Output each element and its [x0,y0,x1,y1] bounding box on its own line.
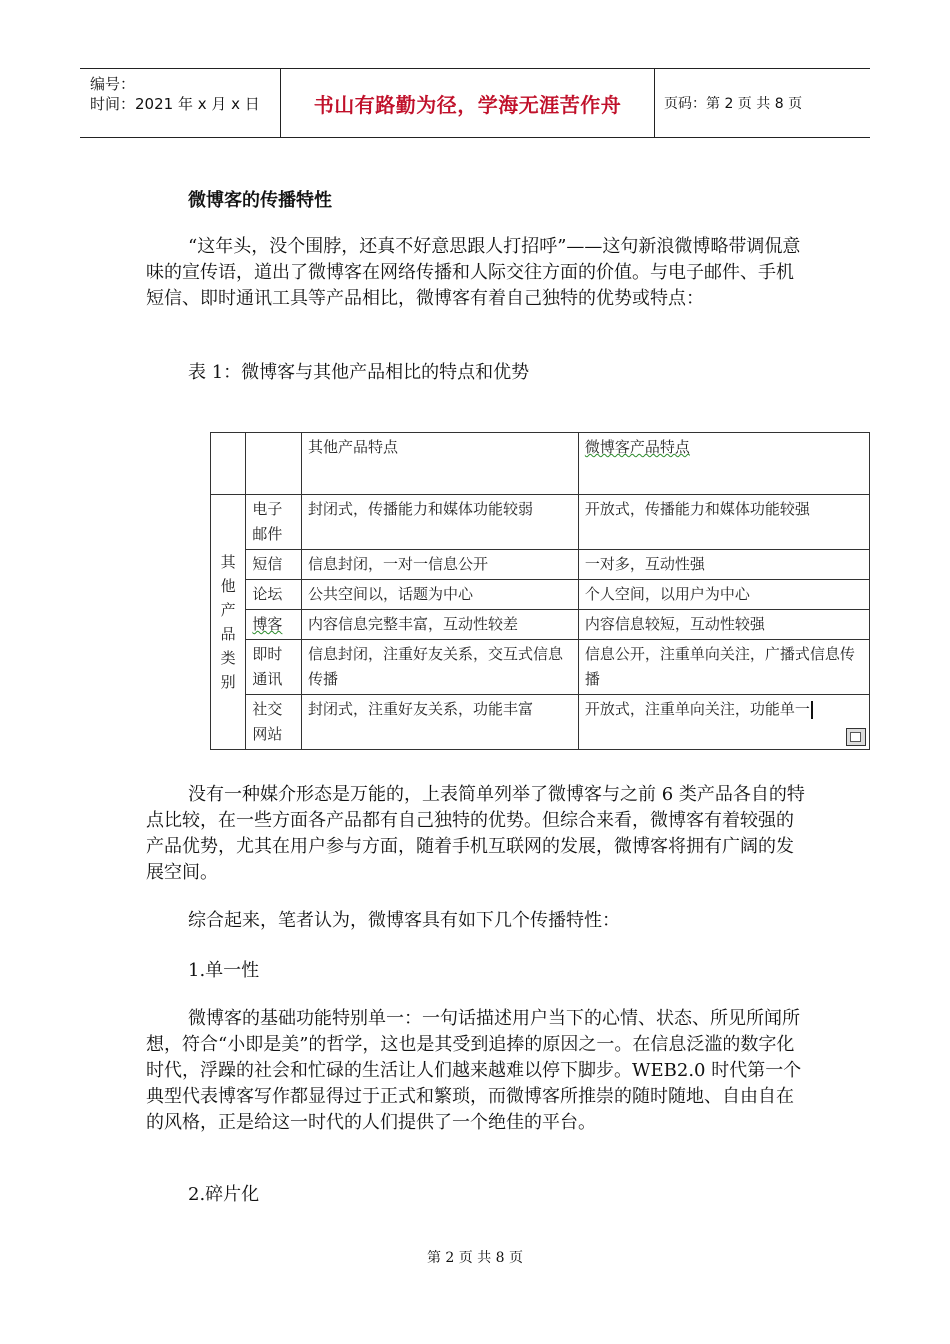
doc-time-label: 时间：2021 年 x 月 x 日 [90,95,260,113]
header-motto-cell [281,69,655,137]
category-char: 他 [220,577,236,595]
comparison-table [210,432,870,750]
row-name-text: 博客 [252,615,283,633]
table-row [211,580,870,610]
page-header [80,68,870,138]
row-other: 信息封闭，一对一信息公开 [301,550,578,580]
category-char: 类 [220,649,236,667]
table-row [211,550,870,580]
text-cursor [811,701,813,719]
row-other: 封闭式，传播能力和媒体功能较弱 [301,495,578,550]
header-page-cell [655,69,870,137]
paste-options-icon[interactable] [846,728,866,746]
compare-paragraph: 没有一种媒介形态是万能的，上表简单列举了微博客与之前 6 类产品各自的特点比较，在一些方面各产品都有自己独特的优势。但综合来看，微博客有着较强的产品优势，尤其在用户参与方面，随着手机互联网的发展，微博客将拥有广阔的发展空间。 [146,784,805,883]
row-name [246,610,302,640]
row-weibo: 个人空间，以用户为中心 [578,580,869,610]
row-name: 社交网站 [246,695,302,750]
table-row [211,640,870,695]
category-char: 产 [220,601,236,619]
header-page-info: 页码：第 2 页 共 8 页 [664,96,803,112]
table-header-row [211,433,870,495]
row-weibo: 内容信息较短，互动性较强 [578,610,869,640]
table-caption: 表 1：微博客与其他产品相比的特点和优势 [188,362,530,383]
row-other: 内容信息完整丰富，互动性较差 [301,610,578,640]
doc-title: 微博客的传播特性 [188,190,332,211]
category-char: 其 [220,553,236,571]
section2-title: 2.碎片化 [188,1184,260,1205]
section1-title: 1.单一性 [188,960,260,981]
row-name: 电子邮件 [246,495,302,550]
header-weibo-features [578,433,869,495]
table-row [211,695,870,750]
intro-paragraph: “这年头，没个围脖，还真不好意思跟人打招呼”——这句新浪微博略带调侃意味的宣传语，道出了微博客在网络传播和人际交往方面的价值。与电子邮件、手机短信、即时通讯工具等产品相比，微博客有着自己独特的优势或特点： [146,236,801,309]
row-name: 论坛 [246,580,302,610]
header-motto: 书山有路勤为径，学海无涯苦作舟 [313,92,622,117]
header-other-features: 其他产品特点 [301,433,578,495]
row-weibo-cell [578,695,869,750]
row-other: 封闭式，注重好友关系，功能丰富 [301,695,578,750]
row-weibo: 信息公开，注重单向关注，广播式信息传播 [578,640,869,695]
category-char: 品 [220,625,236,643]
row-weibo: 开放式，注重单向关注，功能单一 [584,700,810,718]
table-corner-cell [246,433,302,495]
row-other: 信息封闭，注重好友关系，交互式信息传播 [301,640,578,695]
row-name: 短信 [246,550,302,580]
header-weibo-label: 微博客产品特点 [584,438,690,456]
row-name: 即时通讯 [246,640,302,695]
row-weibo: 开放式，传播能力和媒体功能较强 [578,495,869,550]
category-char: 别 [220,673,236,691]
doc-number-label: 编号： [90,75,136,93]
table-row [211,610,870,640]
table-row [211,495,870,550]
header-meta [80,69,281,137]
table-corner-cell [211,433,246,495]
category-cell [211,495,246,750]
row-weibo: 一对多，互动性强 [578,550,869,580]
section1-paragraph: 微博客的基础功能特别单一：一句话描述用户当下的心情、状态、所见所闻所想，符合“小即是美”的哲学，这也是其受到追捧的原因之一。在信息泛滥的数字化时代，浮躁的社会和忙碌的生活让人们越来越难以停下脚步。WEB2.0 时代第一个典型代表博客写作都显得过于正式和繁琐，而微博客所推崇的随时随地、自由自在的风格，正是给这一时代的人们提供了一个绝佳的平台。 [146,1008,802,1133]
page-footer: 第 2 页 共 8 页 [426,1250,524,1266]
summary-line: 综合起来，笔者认为，微博客具有如下几个传播特性： [188,910,620,931]
row-other: 公共空间以，话题为中心 [301,580,578,610]
